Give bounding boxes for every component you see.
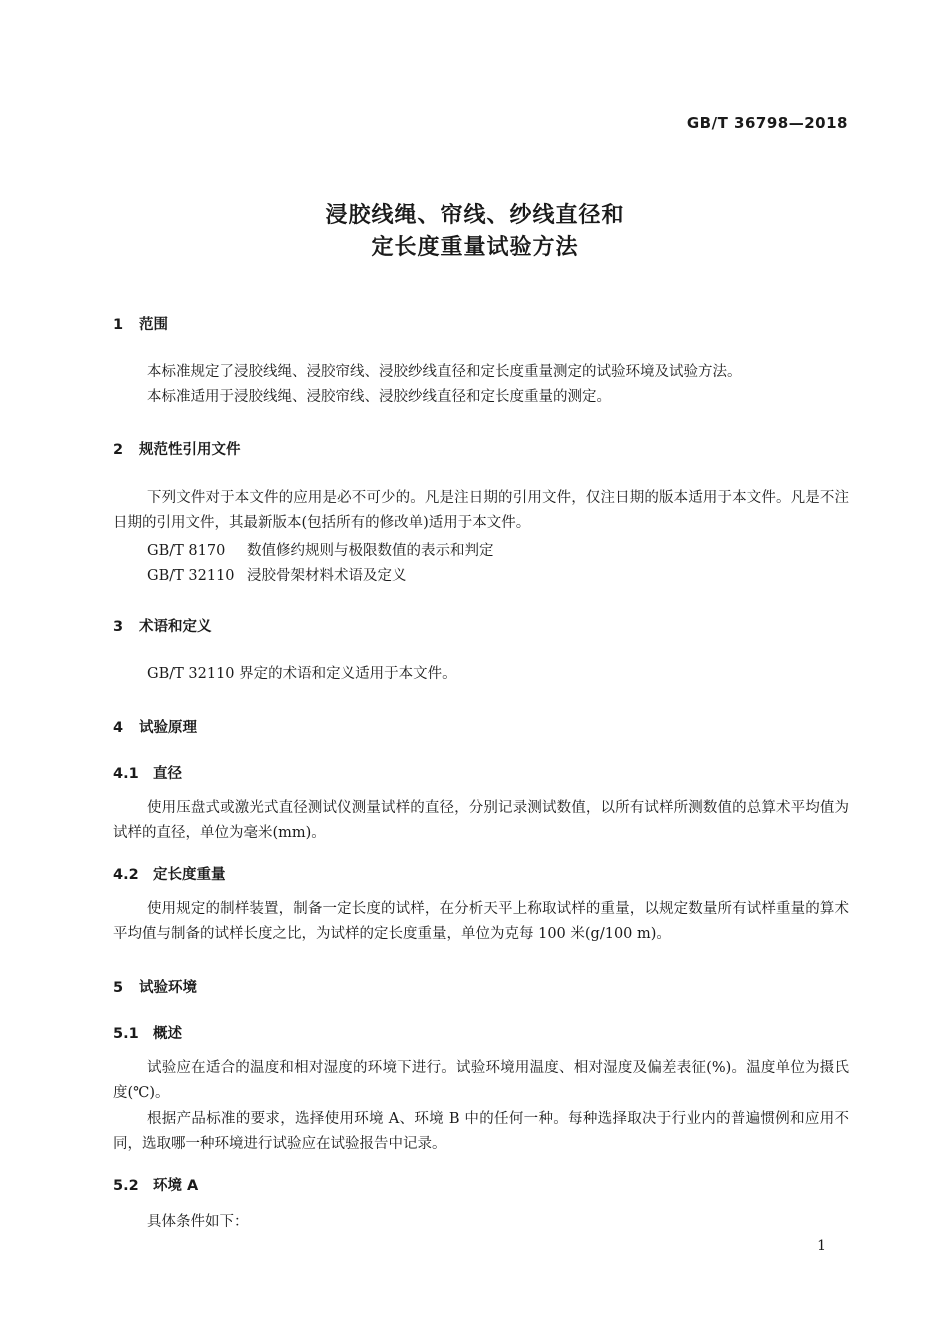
section-5-heading — [113, 976, 197, 997]
subsection-title: 环境 A — [153, 1178, 199, 1194]
section-5-1-heading — [113, 1022, 182, 1043]
section-number: 2 — [113, 442, 124, 458]
section-5-1-paragraph-2: 根据产品标准的要求，选择使用环境 A、环境 B 中的任何一种。每种选择取决于行业内的普遍惯例和应用不同，选取哪一种环境进行试验应在试验报告中记录。 — [113, 1111, 849, 1152]
normative-reference-1 — [147, 539, 494, 560]
section-4-heading — [113, 716, 197, 737]
section-title: 规范性引用文件 — [139, 442, 241, 458]
section-2-paragraph-1: 下列文件对于本文件的应用是必不可少的。凡是注日期的引用文件，仅注日期的版本适用于本文件。凡是不注日期的引用文件，其最新版本(包括所有的修改单)适用于本文件。 — [113, 490, 849, 531]
section-title: 术语和定义 — [139, 619, 212, 635]
subsection-number: 4.2 — [113, 867, 139, 883]
subsection-number: 4.1 — [113, 766, 139, 782]
section-4-2-heading — [113, 863, 226, 884]
section-5-2-heading — [113, 1174, 198, 1195]
section-1-paragraph-1: 本标准规定了浸胶线绳、浸胶帘线、浸胶纱线直径和定长度重量测定的试验环境及试验方法。 — [147, 364, 742, 380]
subsection-number: 5.2 — [113, 1178, 139, 1194]
section-number: 5 — [113, 980, 124, 996]
subsection-number: 5.1 — [113, 1026, 139, 1042]
section-title: 范围 — [139, 317, 168, 333]
section-number: 4 — [113, 720, 124, 736]
section-number: 1 — [113, 317, 124, 333]
section-4-1-heading — [113, 762, 182, 783]
subsection-title: 定长度重量 — [153, 867, 226, 883]
reference-code: GB/T 32110 — [147, 568, 235, 584]
document-code: GB/T 36798—2018 — [686, 114, 848, 132]
reference-code: GB/T 8170 — [147, 543, 226, 559]
section-4-1-paragraph-1: 使用压盘式或激光式直径测试仪测量试样的直径，分别记录测试数值，以所有试样所测数值的总算术平均值为试样的直径，单位为毫米(mm)。 — [113, 800, 849, 841]
reference-title: 数值修约规则与极限数值的表示和判定 — [247, 543, 494, 559]
document-title-line-2: 定长度重量试验方法 — [371, 235, 579, 260]
document-title-line-1: 浸胶线绳、帘线、纱线直径和 — [325, 203, 625, 228]
subsection-title: 直径 — [153, 766, 182, 782]
normative-reference-2 — [147, 564, 407, 585]
section-2-heading — [113, 438, 241, 459]
page-number: 1 — [817, 1238, 826, 1254]
section-3-paragraph-1: GB/T 32110 界定的术语和定义适用于本文件。 — [147, 666, 457, 682]
section-5-1-paragraph-1: 试验应在适合的温度和相对湿度的环境下进行。试验环境用温度、相对湿度及偏差表征(%)。温度单位为摄氏度(℃)。 — [113, 1060, 849, 1101]
section-number: 3 — [113, 619, 124, 635]
subsection-title: 概述 — [153, 1026, 182, 1042]
section-title: 试验环境 — [139, 980, 197, 996]
reference-title: 浸胶骨架材料术语及定义 — [247, 568, 407, 584]
section-3-heading — [113, 615, 212, 636]
section-4-2-paragraph-1: 使用规定的制样装置，制备一定长度的试样，在分析天平上称取试样的重量，以规定数量所有试样重量的算术平均值与制备的试样长度之比，为试样的定长度重量，单位为克每 100 米(g/100 m)。 — [113, 901, 849, 942]
section-1-paragraph-2: 本标准适用于浸胶线绳、浸胶帘线、浸胶纱线直径和定长度重量的测定。 — [147, 389, 611, 405]
section-title: 试验原理 — [139, 720, 197, 736]
section-1-heading — [113, 313, 168, 334]
section-5-2-paragraph-1: 具体条件如下： — [147, 1214, 249, 1230]
